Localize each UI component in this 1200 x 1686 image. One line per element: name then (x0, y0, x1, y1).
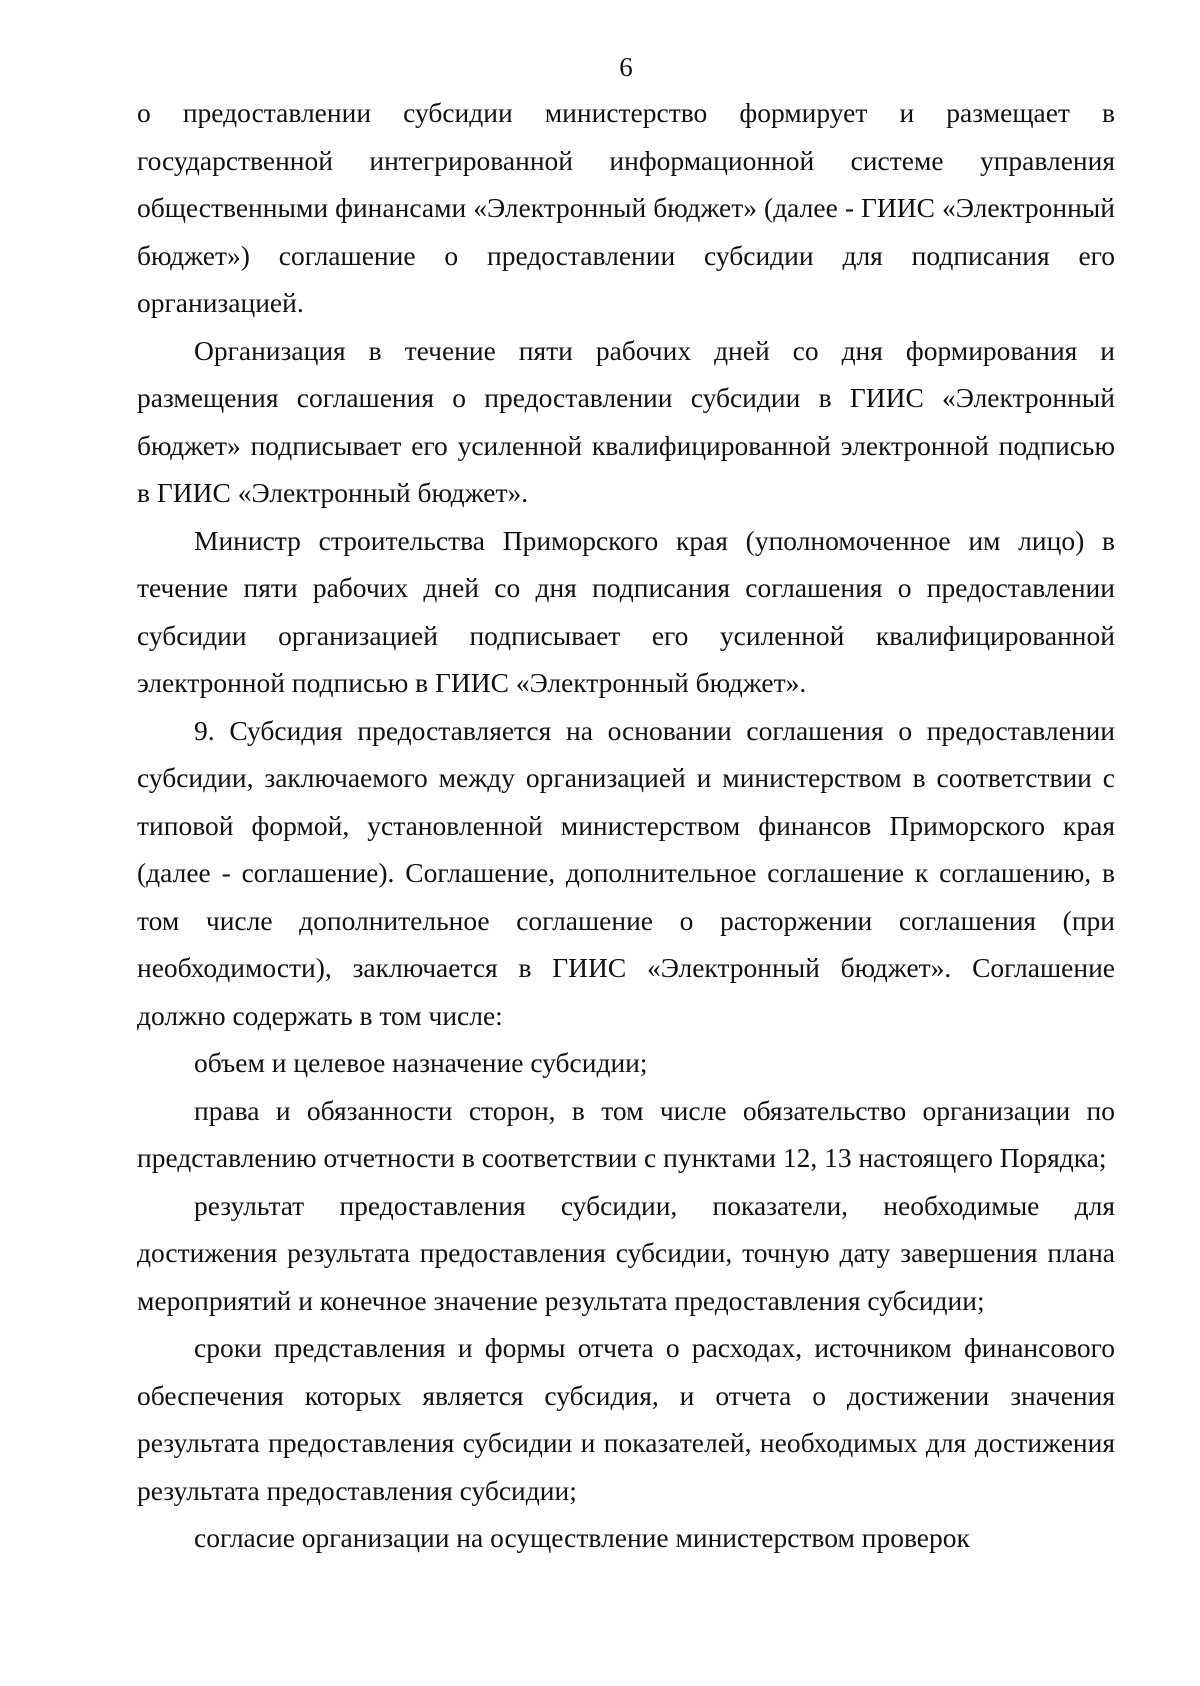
paragraph-subsidy-volume: объем и целевое назначение субсидии; (194, 1047, 648, 1078)
paragraph-rights-obligations: права и обязанности сторон, в том числе обязательство организации по представлению отчетности в соответствии с пунктами 12, 13 настоящего Порядка; (137, 1094, 1115, 1173)
page-number: 6 (619, 52, 633, 82)
paragraph-consent-inspections: согласие организации на осуществление министерством проверок (194, 1522, 970, 1553)
paragraph-agreement-placement: о предоставлении субсидии министерство формирует и размещает в государственной интегрированной информационной системе управления общественными финансами «Электронный бюджет» (далее - ГИИС «Электронный бюджет») соглашение о предоставлении субсидии для подписания его организацией. (137, 97, 1115, 318)
paragraph-organization-signing: Организация в течение пяти рабочих дней со дня формирования и размещения соглашения о предоставлении субсидии в ГИИС «Электронный бюджет» подписывает его усиленной квалифицированной электронной подписью в ГИИС «Электронный бюджет». (137, 334, 1115, 508)
paragraph-reporting-terms: сроки представления и формы отчета о расходах, источником финансового обеспечения которых является субсидия, и отчета о достижении значения результата предоставления субсидии и показателей, необходимых для достижения результата предоставления субсидии; (137, 1332, 1115, 1506)
document-body (137, 89, 1115, 1562)
paragraph-minister-signing: Министр строительства Приморского края (уполномоченное им лицо) в течение пяти рабочих дней со дня подписания соглашения о предоставлении субсидии организацией подписывает его усиленной квалифицированной электронной подписью в ГИИС «Электронный бюджет». (137, 524, 1115, 698)
paragraph-clause-9: 9. Субсидия предоставляется на основании соглашения о предоставлении субсидии, заключаемого между организацией и министерством в соответствии с типовой формой, установленной министерством финансов Приморского края (далее - соглашение). Соглашение, дополнительное соглашение к соглашению, в том числе дополнительное соглашение о расторжении соглашения (при необходимости), заключается в ГИИС «Электронный бюджет». Соглашение должно содержать в том числе: (137, 714, 1115, 1031)
paragraph-subsidy-result: результат предоставления субсидии, показатели, необходимые для достижения результата предоставления субсидии, точную дату завершения плана мероприятий и конечное значение результата предоставления субсидии; (137, 1189, 1115, 1316)
